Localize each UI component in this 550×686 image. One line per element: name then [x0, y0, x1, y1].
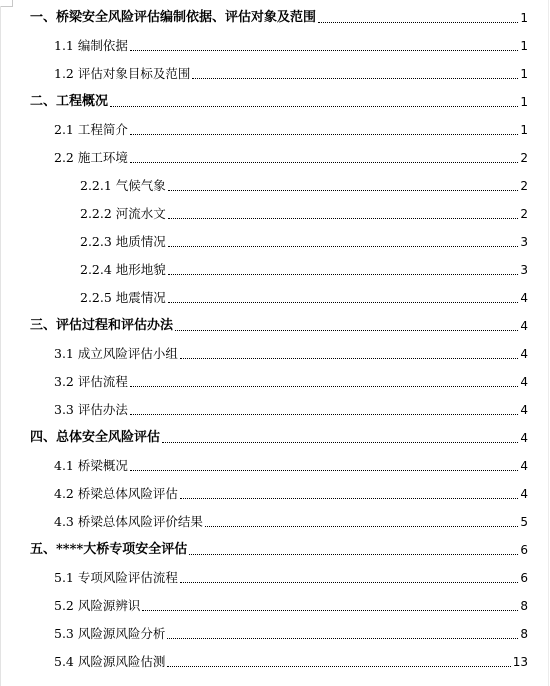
toc-entry-page-number: 6	[520, 571, 528, 585]
toc-entry[interactable]	[0, 454, 550, 474]
toc-dot-leader	[168, 190, 519, 191]
toc-entry-title: 4.1 桥梁概况	[54, 458, 128, 473]
toc-entry-title: 2.2.3 地质情况	[80, 234, 166, 249]
toc-dot-leader	[167, 666, 510, 667]
toc-entry-title: 2.2.4 地形地貌	[80, 262, 166, 277]
toc-entry-title: 3.2 评估流程	[54, 374, 128, 389]
toc-entry[interactable]	[0, 566, 550, 586]
toc-entry-page-number: 8	[520, 599, 528, 613]
toc-dot-leader	[205, 526, 519, 527]
toc-dot-leader	[192, 78, 518, 79]
toc-dot-leader	[180, 582, 519, 583]
toc-entry-title: 三、评估过程和评估办法	[30, 318, 174, 333]
toc-entry-page-number: 4	[520, 431, 528, 445]
toc-entry-page-number: 5	[520, 515, 528, 529]
toc-dot-leader	[130, 50, 519, 51]
toc-entry-title: 2.2.1 气候气象	[80, 178, 166, 193]
toc-dot-leader	[130, 162, 519, 163]
toc-dot-leader	[167, 638, 518, 639]
toc-entry-title: 二、工程概况	[30, 94, 109, 109]
toc-entry-page-number: 6	[520, 543, 528, 557]
toc-entry-page-number: 2	[520, 179, 528, 193]
toc-entry-page-number: 1	[520, 11, 528, 25]
toc-dot-leader	[175, 330, 518, 331]
toc-dot-leader	[180, 498, 519, 499]
toc-entry-title: 2.2.2 河流水文	[80, 206, 166, 221]
toc-entry-title: 1.2 评估对象目标及范围	[54, 66, 191, 81]
toc-entry[interactable]	[0, 426, 550, 446]
toc-entry[interactable]	[0, 398, 550, 418]
toc-entry[interactable]	[0, 482, 550, 502]
toc-entry-title: 2.2 施工环境	[54, 150, 128, 165]
toc-entry-title: 5.3 风险源风险分析	[54, 626, 166, 641]
toc-entry[interactable]	[0, 594, 550, 614]
toc-dot-leader	[130, 386, 519, 387]
toc-entry[interactable]	[0, 258, 550, 278]
toc-dot-leader	[110, 106, 518, 107]
toc-entry[interactable]	[0, 202, 550, 222]
toc-dot-leader	[142, 610, 518, 611]
toc-dot-leader	[318, 22, 518, 23]
toc-dot-leader	[168, 218, 519, 219]
toc-entry-page-number: 2	[520, 207, 528, 221]
toc-entry-page-number: 8	[520, 627, 528, 641]
toc-entry-page-number: 3	[520, 235, 528, 249]
toc-entry-page-number: 1	[520, 95, 528, 109]
toc-entry-title: 3.3 评估办法	[54, 402, 128, 417]
toc-entry-title: 四、总体安全风险评估	[30, 430, 161, 445]
toc-entry-title: 2.1 工程简介	[54, 122, 128, 137]
toc-dot-leader	[168, 246, 519, 247]
toc-dot-leader	[130, 414, 519, 415]
toc-entry[interactable]	[0, 538, 550, 558]
toc-entry[interactable]	[0, 314, 550, 334]
toc-entry-page-number: 4	[520, 487, 528, 501]
toc-entry[interactable]	[0, 62, 550, 82]
toc-entry-page-number: 4	[520, 375, 528, 389]
toc-entry-page-number: 3	[520, 263, 528, 277]
toc-entry-title: 5.1 专项风险评估流程	[54, 570, 178, 585]
toc-entry[interactable]	[0, 286, 550, 306]
toc-dot-leader	[189, 554, 518, 555]
toc-entry-page-number: 13	[512, 655, 528, 669]
toc-entry-title: 3.1 成立风险评估小组	[54, 346, 178, 361]
toc-entry[interactable]	[0, 510, 550, 530]
toc-entry-title: 4.3 桥梁总体风险评价结果	[54, 514, 203, 529]
toc-entry-title: 5.2 风险源辨识	[54, 598, 141, 613]
toc-dot-leader	[168, 302, 519, 303]
toc-entry-title: 一、桥梁安全风险评估编制依据、评估对象及范围	[30, 10, 317, 25]
toc-entry[interactable]	[0, 650, 550, 670]
toc-entry-page-number: 1	[520, 123, 528, 137]
toc-entry-title: 4.2 桥梁总体风险评估	[54, 486, 178, 501]
toc-entry-title: 5.4 风险源风险估测	[54, 654, 166, 669]
toc-entry-page-number: 1	[520, 67, 528, 81]
toc-entry-page-number: 4	[520, 459, 528, 473]
toc-entry-title: 五、****大桥专项安全评估	[30, 542, 188, 557]
toc-dot-leader	[130, 134, 519, 135]
toc-dot-leader	[162, 442, 518, 443]
toc-entry-page-number: 4	[520, 291, 528, 305]
toc-entry[interactable]	[0, 622, 550, 642]
toc-dot-leader	[168, 274, 519, 275]
toc-entry-page-number: 4	[520, 347, 528, 361]
toc-entry-page-number: 2	[520, 151, 528, 165]
toc-entry-page-number: 1	[520, 39, 528, 53]
toc-entry[interactable]	[0, 90, 550, 110]
toc-entry-title: 2.2.5 地震情况	[80, 290, 166, 305]
toc-entry-page-number: 4	[520, 403, 528, 417]
toc-entry[interactable]	[0, 230, 550, 250]
toc-entry[interactable]	[0, 174, 550, 194]
toc-entry[interactable]	[0, 6, 550, 26]
toc-entry[interactable]	[0, 146, 550, 166]
toc-entry-page-number: 4	[520, 319, 528, 333]
toc-entry[interactable]	[0, 118, 550, 138]
toc-entry[interactable]	[0, 370, 550, 390]
toc-entry[interactable]	[0, 34, 550, 54]
toc-entry[interactable]	[0, 342, 550, 362]
toc-entry-title: 1.1 编制依据	[54, 38, 128, 53]
toc-dot-leader	[130, 470, 519, 471]
toc-dot-leader	[180, 358, 519, 359]
